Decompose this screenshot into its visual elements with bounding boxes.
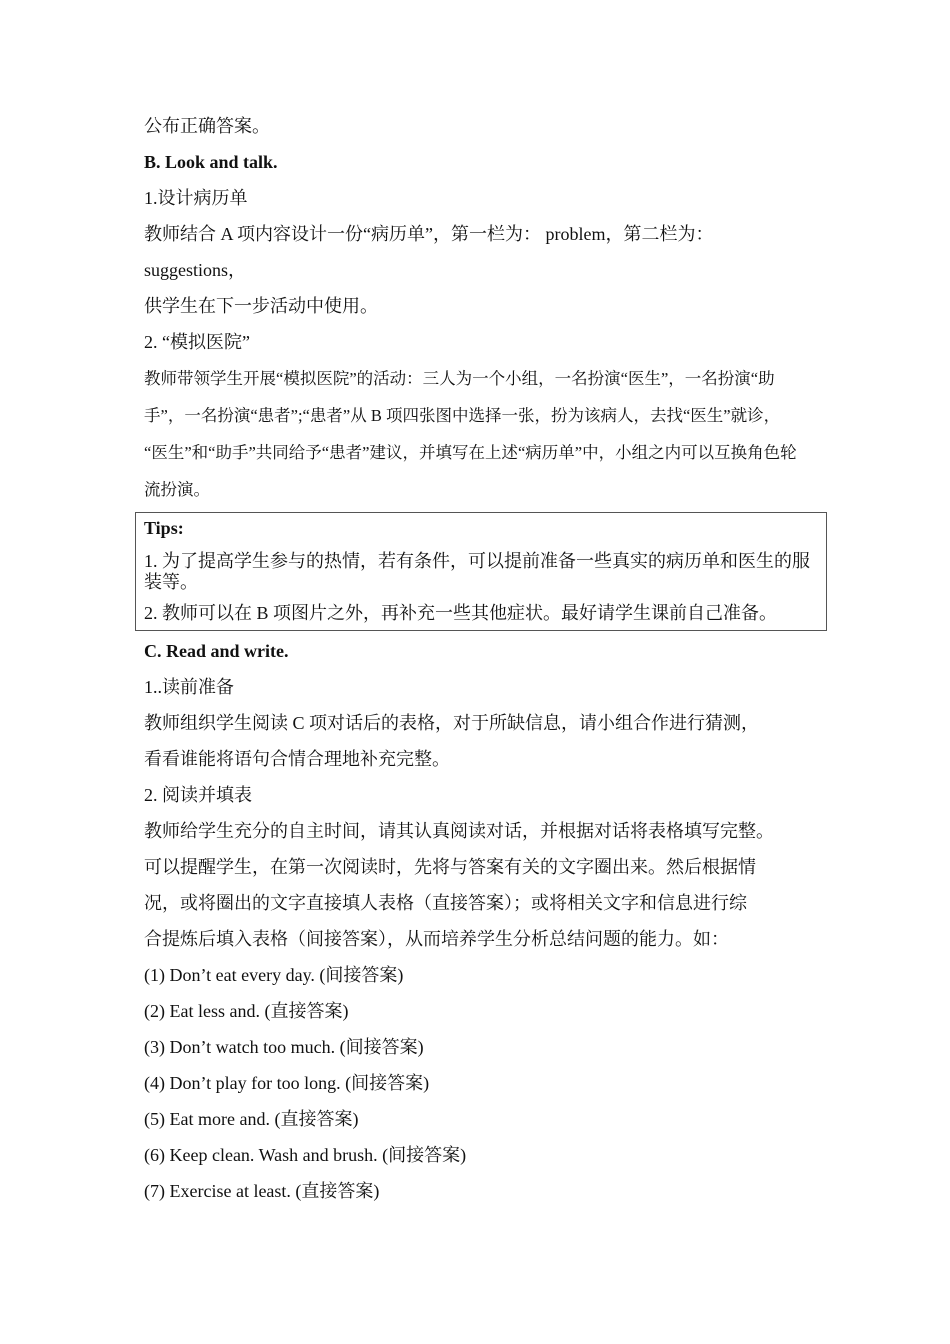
answer-list-item: (1) Don’t eat every day. (间接答案) <box>144 965 404 985</box>
paragraph-pre-reading-1: 教师组织学生阅读 C 项对话后的表格，对于所缺信息，请小组合作进行猜测， <box>144 713 760 733</box>
answer-list-item: (3) Don’t watch too much. (间接答案) <box>144 1037 424 1057</box>
heading-section-c: C. Read and write. <box>144 641 289 661</box>
paragraph-mock-hospital-1: 教师带领学生开展“模拟医院”的活动：三人为一个小组，一名扮演“医生”，一名扮演“助 <box>144 369 775 388</box>
answer-list-item: (4) Don’t play for too long. (间接答案) <box>144 1073 430 1093</box>
subheading-pre-reading: 1..读前准备 <box>144 677 234 697</box>
paragraph-record-design: 教师结合 A 项内容设计一份“病历单”，第一栏为： problem，第二栏为： <box>144 224 714 244</box>
document-page <box>144 108 820 1209</box>
paragraph-read-fill-2: 可以提醒学生，在第一次阅读时，先将与答案有关的文字圈出来。然后根据情 <box>144 857 756 877</box>
paragraph-announce-answers: 公布正确答案。 <box>144 116 270 136</box>
paragraph-record-design-cont: suggestions， <box>144 260 247 280</box>
heading-section-b: B. Look and talk. <box>144 152 278 172</box>
paragraph-mock-hospital-4: 流扮演。 <box>144 480 210 499</box>
paragraph-read-fill-4: 合提炼后填入表格（间接答案），从而培养学生分析总结问题的能力。如： <box>144 929 729 949</box>
tips-title: Tips: <box>144 518 184 538</box>
answer-list-item: (7) Exercise at least. (直接答案) <box>144 1181 380 1201</box>
answer-list-item: (5) Eat more and. (直接答案) <box>144 1109 359 1129</box>
subheading-design-record: 1.设计病历单 <box>144 188 248 208</box>
paragraph-record-usage: 供学生在下一步活动中使用。 <box>144 296 378 316</box>
paragraph-mock-hospital-3: “医生”和“助手”共同给予“患者”建议，并填写在上述“病历单”中，小组之内可以互换角色轮 <box>144 443 797 462</box>
paragraph-read-fill-1: 教师给学生充分的自主时间，请其认真阅读对话，并根据对话将表格填写完整。 <box>144 821 774 841</box>
paragraph-read-fill-3: 况，或将圈出的文字直接填人表格（直接答案）；或将相关文字和信息进行综 <box>144 893 747 913</box>
subheading-mock-hospital: 2. “模拟医院” <box>144 332 250 352</box>
tips-item: 1. 为了提高学生参与的热情，若有条件，可以提前准备一些真实的病历单和医生的服装等。 <box>144 551 810 592</box>
answer-list-item: (2) Eat less and. (直接答案) <box>144 1001 349 1021</box>
subheading-read-fill: 2. 阅读并填表 <box>144 785 252 805</box>
tips-item: 2. 教师可以在 B 项图片之外，再补充一些其他症状。最好请学生课前自己准备。 <box>144 603 778 623</box>
paragraph-mock-hospital-2: 手”，一名扮演“患者”;“患者”从 B 项四张图中选择一张，扮为该病人，去找“医生”就诊， <box>144 406 781 425</box>
paragraph-pre-reading-2: 看看谁能将语句合情合理地补充完整。 <box>144 749 450 769</box>
answer-list-item: (6) Keep clean. Wash and brush. (间接答案) <box>144 1145 467 1165</box>
tips-box <box>135 512 827 631</box>
